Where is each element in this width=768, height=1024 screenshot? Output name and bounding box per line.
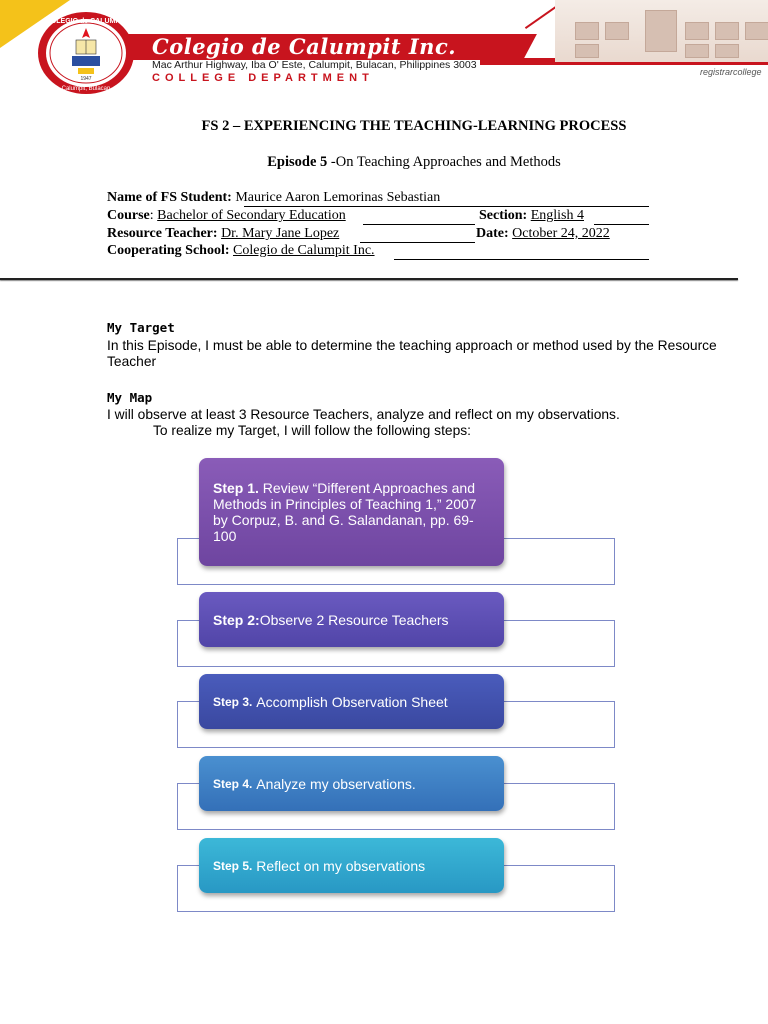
date-line bbox=[476, 226, 610, 242]
teacher-label: Resource Teacher: bbox=[107, 226, 218, 241]
my-target-heading: My Target bbox=[107, 320, 175, 335]
section-underline bbox=[594, 224, 649, 225]
college-name: Colegio de Calumpit Inc. bbox=[152, 34, 457, 59]
seal-year: 1947 bbox=[80, 76, 92, 82]
building-image bbox=[555, 0, 768, 62]
student-value: Maurice Aaron Lemorinas Sebastian bbox=[235, 190, 441, 205]
episode-title bbox=[0, 154, 768, 171]
seal-top-text: COLEGIO de CALUMPIT bbox=[45, 18, 127, 25]
step-4-text: Analyze my observations. bbox=[256, 775, 416, 792]
school-value: Colegio de Calumpit Inc. bbox=[233, 243, 375, 258]
step-1-text: Review “Different Approaches and Methods in Principles of Teaching 1,” 2007 by Corpuz, B. and G. Salandanan, pp. 69-100 bbox=[213, 480, 477, 544]
student-label: Name of FS Student: bbox=[107, 190, 232, 205]
step-5-number: Step 5. bbox=[213, 858, 253, 873]
school-label: Cooperating School: bbox=[107, 243, 230, 258]
student-underline bbox=[244, 206, 649, 207]
section-line bbox=[479, 208, 584, 224]
step-5-text: Reflect on my observations bbox=[256, 857, 426, 874]
course-value: Bachelor of Secondary Education bbox=[157, 208, 346, 223]
school-underline bbox=[394, 259, 649, 260]
document-title: FS 2 – EXPERIENCING THE TEACHING-LEARNING PROCESS bbox=[201, 118, 627, 134]
step-2-box bbox=[199, 592, 504, 647]
course-line: Course: Bachelor of Secondary Education bbox=[107, 208, 346, 223]
section-divider bbox=[0, 278, 738, 280]
step-2-text: Observe 2 Resource Teachers bbox=[259, 611, 449, 628]
step-1-box bbox=[199, 458, 504, 566]
teacher-line bbox=[107, 226, 339, 242]
header-banner bbox=[0, 0, 768, 100]
course-label: Course bbox=[107, 208, 150, 223]
section-value: English 4 bbox=[530, 208, 584, 223]
teacher-value: Dr. Mary Jane Lopez bbox=[221, 226, 340, 241]
step-3-box bbox=[199, 674, 504, 729]
school-line bbox=[107, 243, 375, 259]
step-3-text: Accomplish Observation Sheet bbox=[256, 693, 448, 710]
student-name-line bbox=[107, 190, 440, 206]
my-target-text: In this Episode, I must be able to determine the teaching approach or method used by the Resource Teacher bbox=[107, 338, 717, 369]
step-4-box bbox=[199, 756, 504, 811]
step-3-number: Step 3. bbox=[213, 694, 253, 709]
my-map-line1: I will observe at least 3 Resource Teachers, analyze and reflect on my observations. bbox=[107, 407, 620, 422]
step-4-number: Step 4. bbox=[213, 776, 253, 791]
college-address: Mac Arthur Highway, Iba O' Este, Calumpit, Bulacan, Philippines 3003 bbox=[152, 59, 477, 71]
step-2-number: Step 2: bbox=[213, 611, 260, 628]
registrar-text: registrarcollege bbox=[700, 67, 762, 77]
my-map-line2: To realize my Target, I will follow the following steps: bbox=[153, 423, 471, 438]
date-value: October 24, 2022 bbox=[512, 226, 610, 241]
course-underline bbox=[363, 224, 475, 225]
my-map-heading: My Map bbox=[107, 390, 153, 405]
teacher-underline bbox=[360, 242, 475, 243]
episode-text: -On Teaching Approaches and Methods bbox=[327, 154, 561, 170]
episode-label: Episode 5 bbox=[267, 154, 328, 170]
section-label: Section: bbox=[479, 208, 528, 223]
step-1-number: Step 1. bbox=[213, 480, 259, 496]
college-seal-logo bbox=[36, 10, 136, 96]
seal-bottom-text: Calumpit, Bulacan bbox=[61, 86, 111, 92]
date-label: Date: bbox=[476, 226, 509, 241]
step-5-box bbox=[199, 838, 504, 893]
college-department: COLLEGE DEPARTMENT bbox=[152, 72, 374, 84]
